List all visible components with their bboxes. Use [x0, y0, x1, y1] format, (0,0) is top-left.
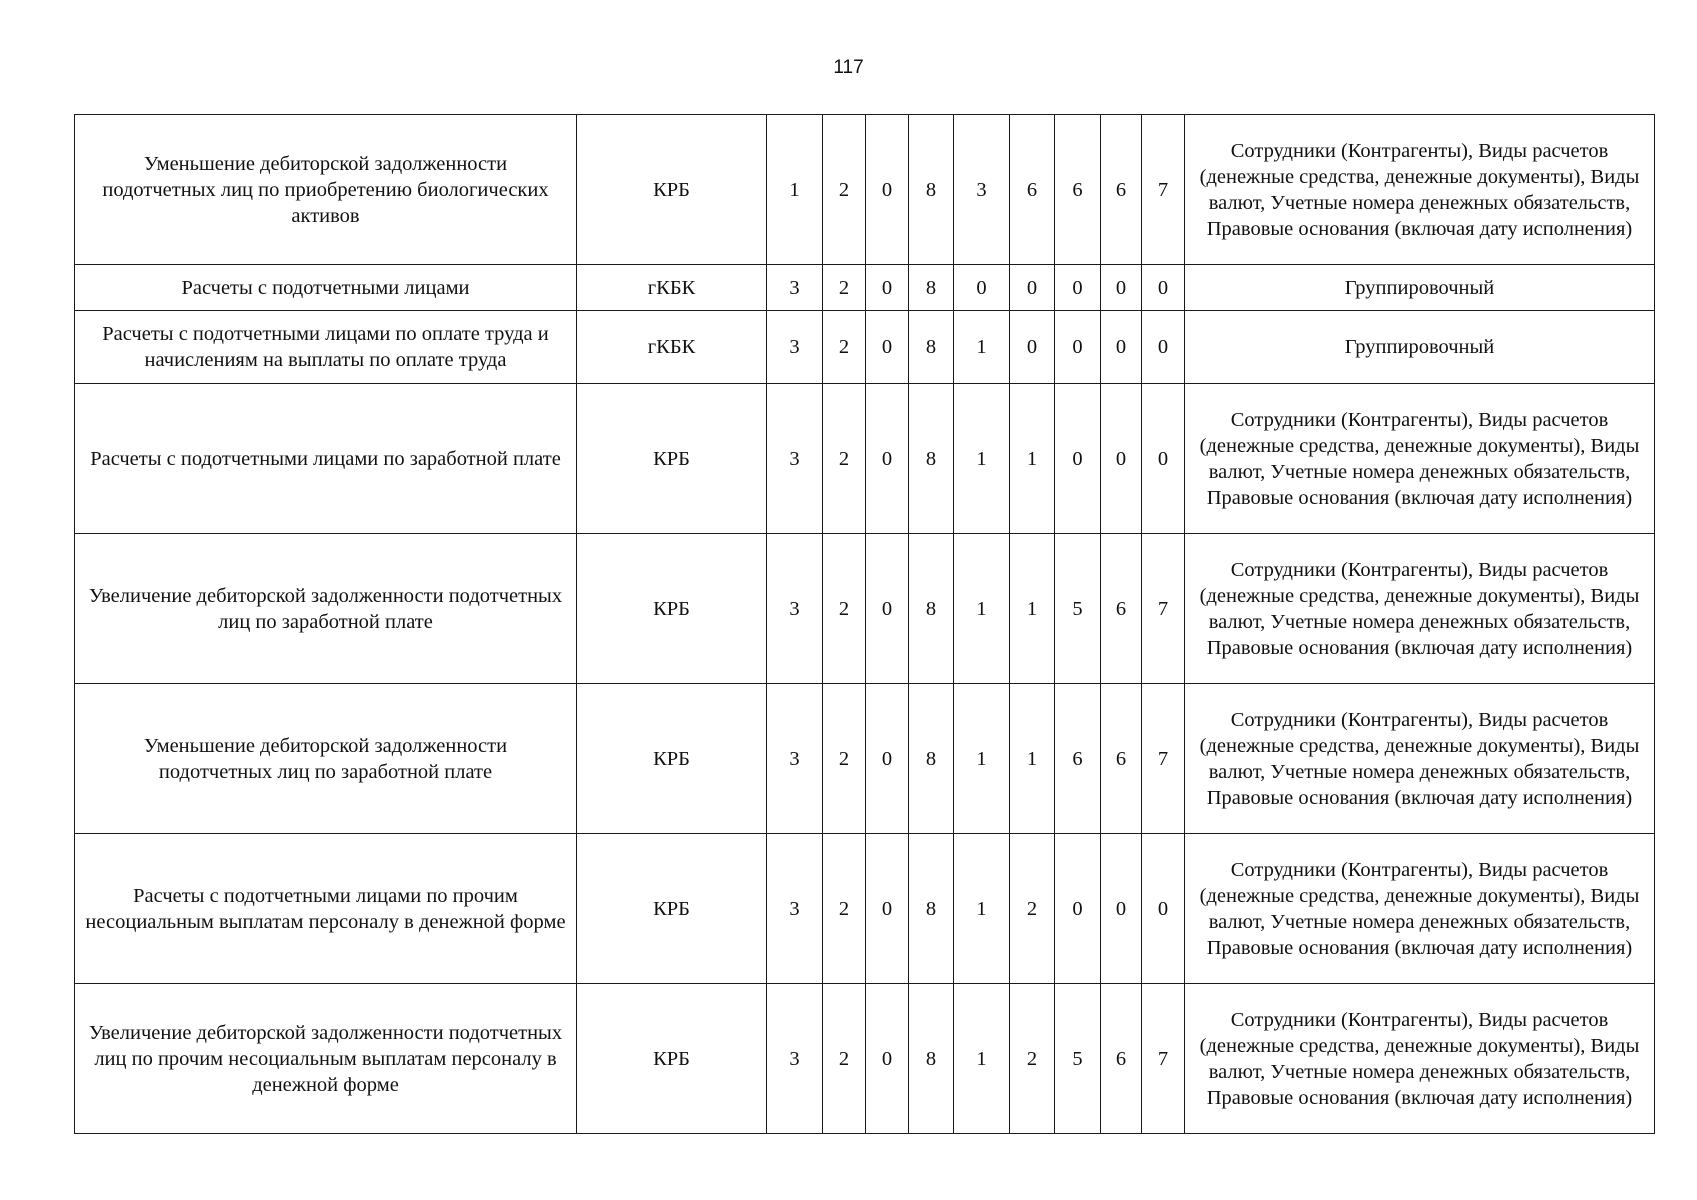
account-name: Уменьшение дебиторской задолженности подотчетных лиц по заработной плате: [75, 684, 577, 834]
code-digit: 2: [823, 534, 866, 684]
table-row: [75, 534, 1655, 684]
account-name: Увеличение дебиторской задолженности подотчетных лиц по заработной плате: [75, 534, 577, 684]
account-type: КРБ: [577, 684, 767, 834]
table-row: [75, 684, 1655, 834]
code-digit: 0: [1101, 311, 1142, 384]
code-digit: 0: [1055, 834, 1101, 984]
account-type: КРБ: [577, 984, 767, 1134]
code-digit: 0: [866, 984, 909, 1134]
code-digit: 1: [954, 984, 1010, 1134]
code-digit: 1: [954, 534, 1010, 684]
code-digit: 2: [823, 265, 866, 311]
code-digit: 8: [909, 834, 954, 984]
code-digit: 1: [954, 311, 1010, 384]
table-row: [75, 834, 1655, 984]
code-digit: 0: [1055, 311, 1101, 384]
code-digit: 2: [823, 384, 866, 534]
table-row: [75, 265, 1655, 311]
analytics-description: Группировочный: [1185, 311, 1655, 384]
code-digit: 7: [1142, 115, 1185, 265]
code-digit: 7: [1142, 684, 1185, 834]
code-digit: 0: [1055, 384, 1101, 534]
table-body: [75, 115, 1655, 1134]
code-digit: 6: [1010, 115, 1055, 265]
code-digit: 1: [1010, 384, 1055, 534]
code-digit: 3: [767, 534, 823, 684]
code-digit: 6: [1101, 984, 1142, 1134]
code-digit: 3: [767, 834, 823, 984]
code-digit: 2: [823, 115, 866, 265]
code-digit: 8: [909, 984, 954, 1134]
code-digit: 6: [1101, 684, 1142, 834]
code-digit: 0: [1142, 311, 1185, 384]
code-digit: 8: [909, 311, 954, 384]
code-digit: 1: [1010, 684, 1055, 834]
code-digit: 6: [1055, 684, 1101, 834]
code-digit: 0: [1101, 834, 1142, 984]
code-digit: 8: [909, 115, 954, 265]
code-digit: 0: [866, 311, 909, 384]
code-digit: 0: [866, 265, 909, 311]
code-digit: 5: [1055, 984, 1101, 1134]
code-digit: 0: [1142, 384, 1185, 534]
account-type: гКБК: [577, 311, 767, 384]
code-digit: 2: [1010, 984, 1055, 1134]
code-digit: 0: [1101, 384, 1142, 534]
code-digit: 2: [823, 684, 866, 834]
page-number: 117: [833, 57, 864, 78]
code-digit: 1: [954, 384, 1010, 534]
code-digit: 2: [823, 834, 866, 984]
code-digit: 0: [866, 534, 909, 684]
code-digit: 1: [954, 684, 1010, 834]
code-digit: 7: [1142, 534, 1185, 684]
code-digit: 0: [1010, 311, 1055, 384]
account-type: КРБ: [577, 534, 767, 684]
code-digit: 0: [1142, 834, 1185, 984]
table-row: [75, 384, 1655, 534]
code-digit: 2: [823, 311, 866, 384]
code-digit: 2: [823, 984, 866, 1134]
code-digit: 0: [866, 384, 909, 534]
code-digit: 3: [767, 311, 823, 384]
code-digit: 0: [1055, 265, 1101, 311]
code-digit: 0: [954, 265, 1010, 311]
analytics-description: Группировочный: [1185, 265, 1655, 311]
account-type: КРБ: [577, 115, 767, 265]
code-digit: 8: [909, 384, 954, 534]
code-digit: 0: [1142, 265, 1185, 311]
code-digit: 0: [1101, 265, 1142, 311]
code-digit: 3: [767, 265, 823, 311]
code-digit: 1: [954, 834, 1010, 984]
account-type: гКБК: [577, 265, 767, 311]
code-digit: 8: [909, 534, 954, 684]
code-digit: 0: [866, 684, 909, 834]
code-digit: 3: [767, 684, 823, 834]
code-digit: 1: [767, 115, 823, 265]
account-name: Увеличение дебиторской задолженности подотчетных лиц по прочим несоциальным выплатам персоналу в денежной форме: [75, 984, 577, 1134]
code-digit: 7: [1142, 984, 1185, 1134]
account-type: КРБ: [577, 834, 767, 984]
analytics-description: Сотрудники (Контрагенты), Виды расчетов (денежные средства, денежные документы), Виды валют, Учетные номера денежных обязательств, Правовые основания (включая дату исполнения): [1185, 834, 1655, 984]
code-digit: 3: [767, 384, 823, 534]
analytics-description: Сотрудники (Контрагенты), Виды расчетов (денежные средства, денежные документы), Виды валют, Учетные номера денежных обязательств, Правовые основания (включая дату исполнения): [1185, 384, 1655, 534]
code-digit: 6: [1101, 115, 1142, 265]
analytics-description: Сотрудники (Контрагенты), Виды расчетов (денежные средства, денежные документы), Виды валют, Учетные номера денежных обязательств, Правовые основания (включая дату исполнения): [1185, 115, 1655, 265]
code-digit: 2: [1010, 834, 1055, 984]
code-digit: 3: [767, 984, 823, 1134]
code-digit: 1: [1010, 534, 1055, 684]
table-row: [75, 115, 1655, 265]
code-digit: 0: [866, 834, 909, 984]
account-type: КРБ: [577, 384, 767, 534]
account-name: Расчеты с подотчетными лицами по прочим несоциальным выплатам персоналу в денежной форме: [75, 834, 577, 984]
accounts-table: [74, 114, 1655, 1134]
account-name: Уменьшение дебиторской задолженности подотчетных лиц по приобретению биологических активов: [75, 115, 577, 265]
code-digit: 3: [954, 115, 1010, 265]
code-digit: 6: [1101, 534, 1142, 684]
analytics-description: Сотрудники (Контрагенты), Виды расчетов (денежные средства, денежные документы), Виды валют, Учетные номера денежных обязательств, Правовые основания (включая дату исполнения): [1185, 684, 1655, 834]
account-name: Расчеты с подотчетными лицами по оплате труда и начислениям на выплаты по оплате труда: [75, 311, 577, 384]
code-digit: 8: [909, 684, 954, 834]
account-name: Расчеты с подотчетными лицами: [75, 265, 577, 311]
code-digit: 5: [1055, 534, 1101, 684]
code-digit: 0: [866, 115, 909, 265]
analytics-description: Сотрудники (Контрагенты), Виды расчетов (денежные средства, денежные документы), Виды валют, Учетные номера денежных обязательств, Правовые основания (включая дату исполнения): [1185, 984, 1655, 1134]
analytics-description: Сотрудники (Контрагенты), Виды расчетов (денежные средства, денежные документы), Виды валют, Учетные номера денежных обязательств, Правовые основания (включая дату исполнения): [1185, 534, 1655, 684]
code-digit: 8: [909, 265, 954, 311]
table-row: [75, 311, 1655, 384]
account-name: Расчеты с подотчетными лицами по заработной плате: [75, 384, 577, 534]
table-row: [75, 984, 1655, 1134]
code-digit: 0: [1010, 265, 1055, 311]
code-digit: 6: [1055, 115, 1101, 265]
